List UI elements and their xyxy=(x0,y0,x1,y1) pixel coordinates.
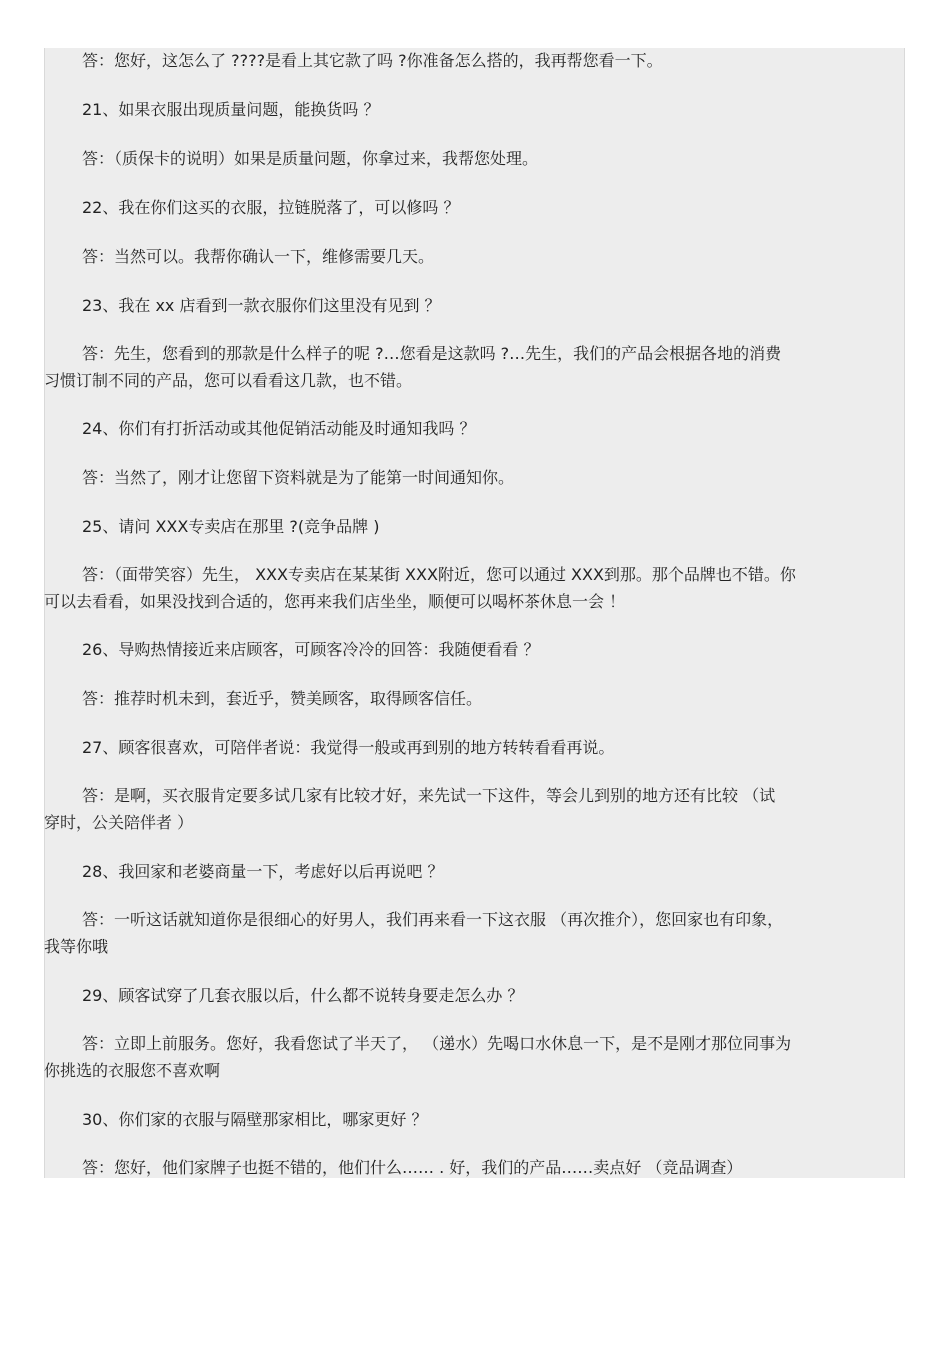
question-line: 25、请问 XXX专卖店在那里 ?(竞争品牌 ) xyxy=(82,517,380,536)
question-line: 21、如果衣服出现质量问题，能换货吗 ？ xyxy=(82,100,380,119)
answer-line: 穿时，公关陪伴者 ） xyxy=(44,813,194,832)
question-line: 23、我在 xx 店看到一款衣服你们这里没有见到 ？ xyxy=(82,296,441,315)
answer-line: 答：您好，他们家牌子也挺不错的，他们什么…… . 好，我们的产品……卖点好 （竞品调查） xyxy=(82,1158,743,1177)
answer-line: 答：当然了，刚才让您留下资料就是为了能第一时间通知你。 xyxy=(82,468,515,487)
question-line: 28、我回家和老婆商量一下，考虑好以后再说吧 ？ xyxy=(82,862,444,881)
answer-line: 我等你哦 xyxy=(44,937,109,956)
question-line: 26、导购热情接近来店顾客，可顾客冷冷的回答：我随便看看 ？ xyxy=(82,640,540,659)
question-line: 30、你们家的衣服与隔壁那家相比，哪家更好 ？ xyxy=(82,1110,428,1129)
question-line: 27、顾客很喜欢，可陪伴者说：我觉得一般或再到别的地方转转看看再说。 xyxy=(82,738,615,757)
answer-line: 答：（质保卡的说明）如果是质量问题，你拿过来，我帮您处理。 xyxy=(82,149,539,168)
question-line: 22、我在你们这买的衣服，拉链脱落了，可以修吗 ？ xyxy=(82,198,460,217)
answer-line: 答：您好，这怎么了 ????是看上其它款了吗 ?你准备怎么搭的，我再帮您看一下。 xyxy=(82,51,663,70)
answer-line: 习惯订制不同的产品，您可以看看这几款，也不错。 xyxy=(44,371,413,390)
question-line: 24、你们有打折活动或其他促销活动能及时通知我吗 ？ xyxy=(82,419,476,438)
question-line: 29、顾客试穿了几套衣服以后，什么都不说转身要走怎么办 ？ xyxy=(82,986,524,1005)
answer-line: 你挑选的衣服您不喜欢啊 xyxy=(44,1061,221,1080)
answer-line: 答：是啊，买衣服肯定要多试几家有比较才好，来先试一下这件，等会儿到别的地方还有比较 （试 xyxy=(82,786,776,805)
answer-line: 答：立即上前服务。您好，我看您试了半天了， （递水）先喝口水休息一下，是不是刚才那位同事为 xyxy=(82,1034,792,1053)
answer-line: 答：（面带笑容）先生， XXX专卖店在某某街 XXX附近，您可以通过 XXX到那。那个品牌也不错。你 xyxy=(82,565,796,584)
answer-line: 答：推荐时机未到，套近乎，赞美顾客，取得顾客信任。 xyxy=(82,689,483,708)
answer-line: 答：先生，您看到的那款是什么样子的呢 ?…您看是这款吗 ?…先生，我们的产品会根据各地的消费 xyxy=(82,344,782,363)
answer-line: 答：当然可以。我帮你确认一下，维修需要几天。 xyxy=(82,247,435,266)
answer-line: 可以去看看，如果没找到合适的，您再来我们店坐坐，顺便可以喝杯茶休息一会 ！ xyxy=(44,592,626,611)
answer-line: 答：一听这话就知道你是很细心的好男人，我们再来看一下这衣服 （再次推介），您回家也有印象， xyxy=(82,910,784,929)
